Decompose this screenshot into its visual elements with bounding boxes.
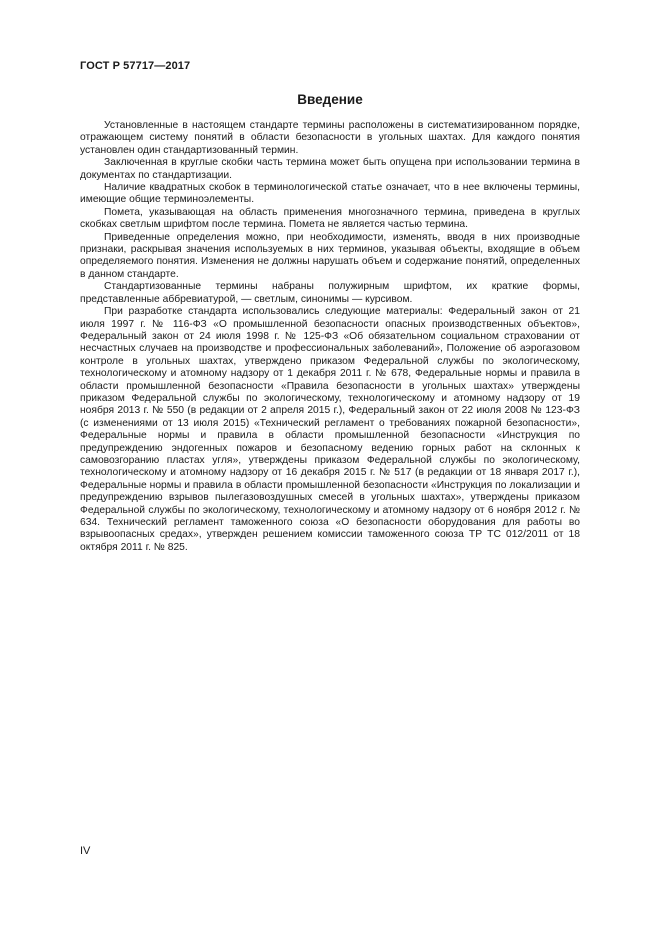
section-title: Введение — [297, 92, 363, 107]
paragraph: Стандартизованные термины набраны полужирным шрифтом, их краткие формы, представленные аббревиатурой, — светлым, синонимы — курсивом. — [80, 281, 580, 305]
paragraph: Помета, указывающая на область применения многозначного термина, приведена в круглых скобках светлым шрифтом после термина. Помета не является частью термина. — [80, 206, 580, 231]
paragraph: При разработке стандарта использовались следующие материалы: Федеральный закон от 21 июля 1997 г. № 116-ФЗ «О промышленной безопасности опасных производственных объектов», Федеральный закон от 24 июля 1998 г. № 125-ФЗ «Об обязательном социальном страховании от несчастных случаев на производстве и профессиональных заболеваний», Положение об аэрогазовом контроле в угольных шахтах, утверждено приказом Федеральной службы по экологическому, технологическому и атомному надзору от 1 декабря 2011 г. № 678, Федеральные нормы и правила в области промышленной безопасности «Правила безопасности в угольных шахтах» утверждены приказом Федеральной службы по экологическому, технологическому и атомному надзору от 19 ноября 2013 г. № 550 (в редакции от 2 апреля 2015 г.), Федеральный закон от 22 июля 2008 № 123-ФЗ (с изменениями от 13 июля 2015) «Технический регламент о требованиях пожарной безопасности», Федеральные нормы и правила в области промышленной безопасности «Инструкция по предупреждению эндогенных пожаров и безопасному ведению горных работ на склонных к самовозгоранию пластах угля», утверждены приказом Федеральной службы по экологическому, технологическому и атомному надзору от 16 декабря 2015 г. № 517 (в редакции от 18 января 2017 г.), Федеральные нормы и правила в области промышленной безопасности «Инструкция по локализации и предупреждению взрывов пылегазовоздушных смесей в угольных шахтах», утверждены приказом Федеральной службы по экологическому, технологическому и атомному надзору от 6 ноября 2012 г. № 634. Технический регламент таможенного союза «О безопасности оборудования для работы во взрывоопасных средах», утвержден решением комиссии таможенного союза ТР ТС 012/2011 от 18 октября 2011 г. № 825. — [80, 306, 580, 553]
paragraph: Заключенная в круглые скобки часть термина может быть опущена при использовании термина в документах по стандартизации. — [80, 157, 580, 181]
paragraph: Установленные в настоящем стандарте термины расположены в систематизированном порядке, отражающем систему понятий в области безопасности в угольных шахтах. Для каждого понятия установлен один стандартизованный термин. — [80, 120, 580, 156]
paragraph: Наличие квадратных скобок в терминологической статье означает, что в нее включены термины, имеющие общие терминоэлементы. — [80, 182, 580, 206]
standard-designation: ГОСТ Р 57717—2017 — [80, 60, 191, 72]
page-number: IV — [80, 845, 91, 857]
section-body — [80, 120, 580, 554]
paragraph: Приведенные определения можно, при необходимости, изменять, вводя в них производные признаки, раскрывая значения используемых в них терминов, указывая объекты, входящие в объем определяемого понятия. Изменения не должны нарушать объем и содержание понятий, определенных в данном стандарте. — [80, 231, 580, 280]
